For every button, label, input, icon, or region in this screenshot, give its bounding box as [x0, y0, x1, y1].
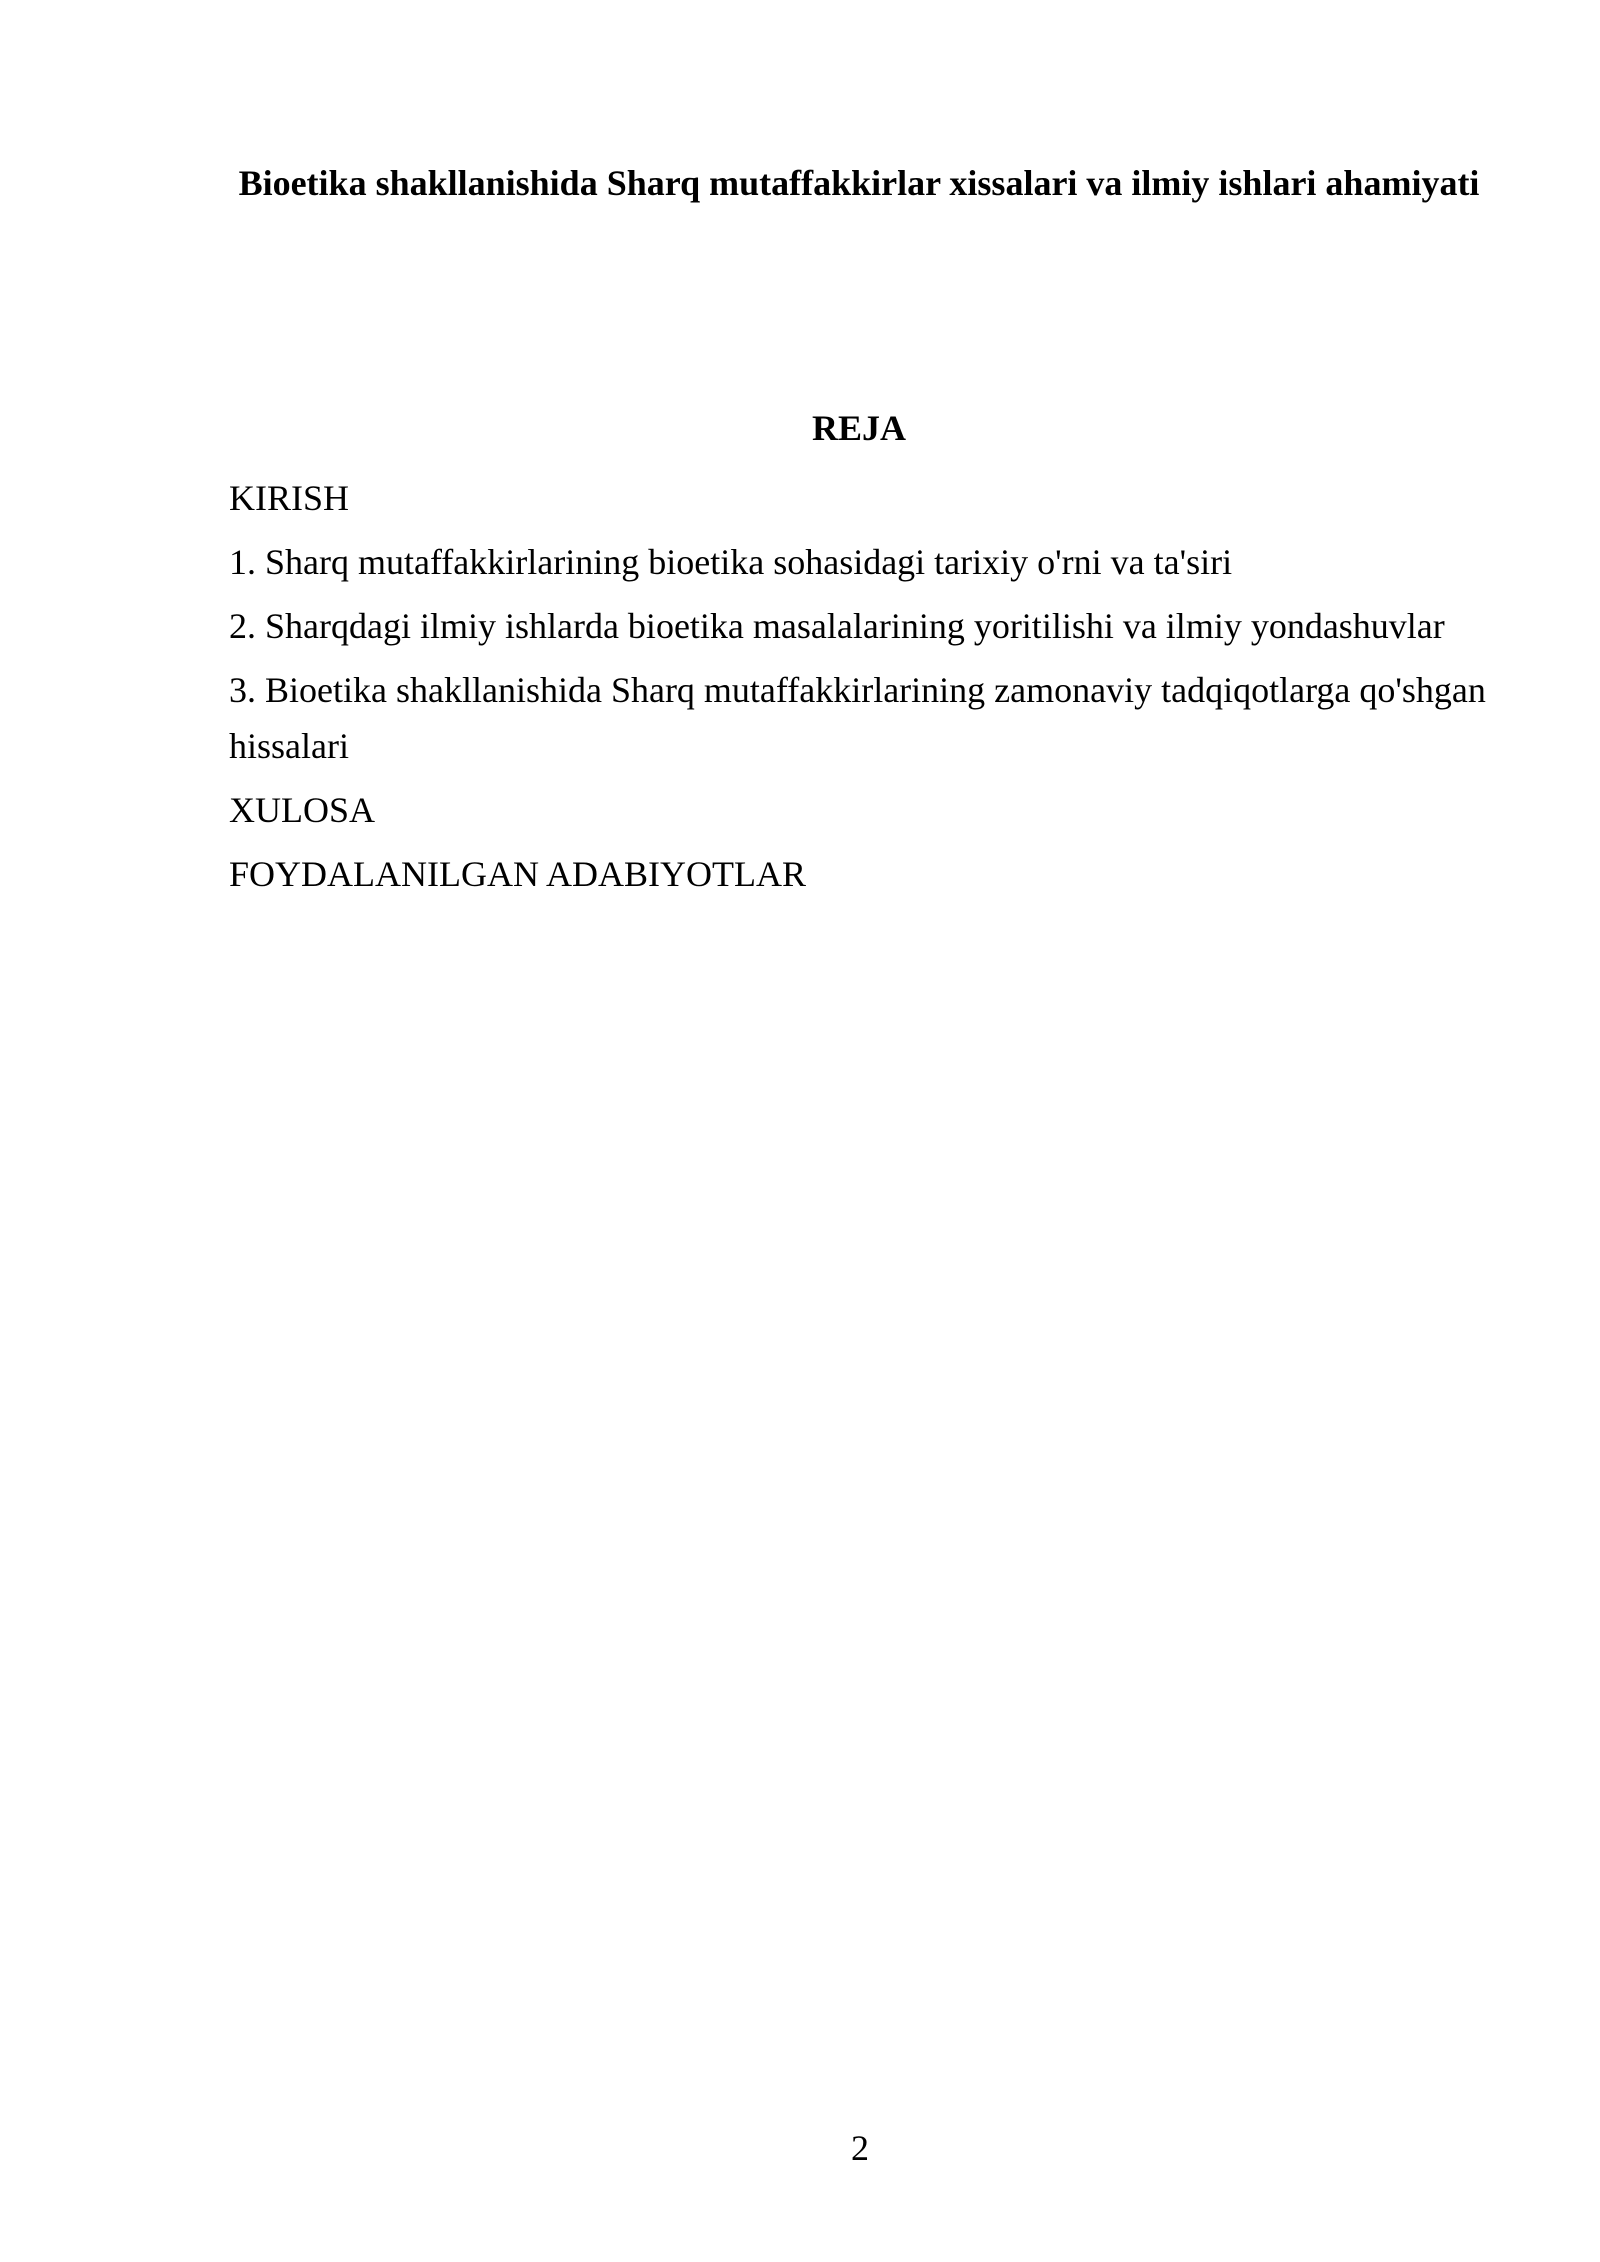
document-title: Bioetika shakllanishida Sharq mutaffakkirlar xissalari va ilmiy ishlari ahamiyati — [238, 163, 1480, 203]
plan-item-3: 3. Bioetika shakllanishida Sharq mutaffakkirlarining zamonaviy tadqiqotlarga qo'shgan hissalari — [229, 670, 1486, 766]
plan-heading: REJA — [811, 408, 906, 448]
plan-item-conclusion: XULOSA — [229, 790, 376, 830]
plan-item-references: FOYDALANILGAN ADABIYOTLAR — [229, 854, 806, 894]
plan-item-intro: KIRISH — [229, 478, 350, 518]
plan-item-2: 2. Sharqdagi ilmiy ishlarda bioetika masalalarining yoritilishi va ilmiy yondashuvlar — [229, 606, 1445, 646]
plan-list — [229, 470, 1489, 910]
page-number: 2 — [851, 2128, 869, 2168]
plan-item-1: 1. Sharq mutaffakkirlarining bioetika sohasidagi tarixiy o'rni va ta'siri — [229, 542, 1233, 582]
